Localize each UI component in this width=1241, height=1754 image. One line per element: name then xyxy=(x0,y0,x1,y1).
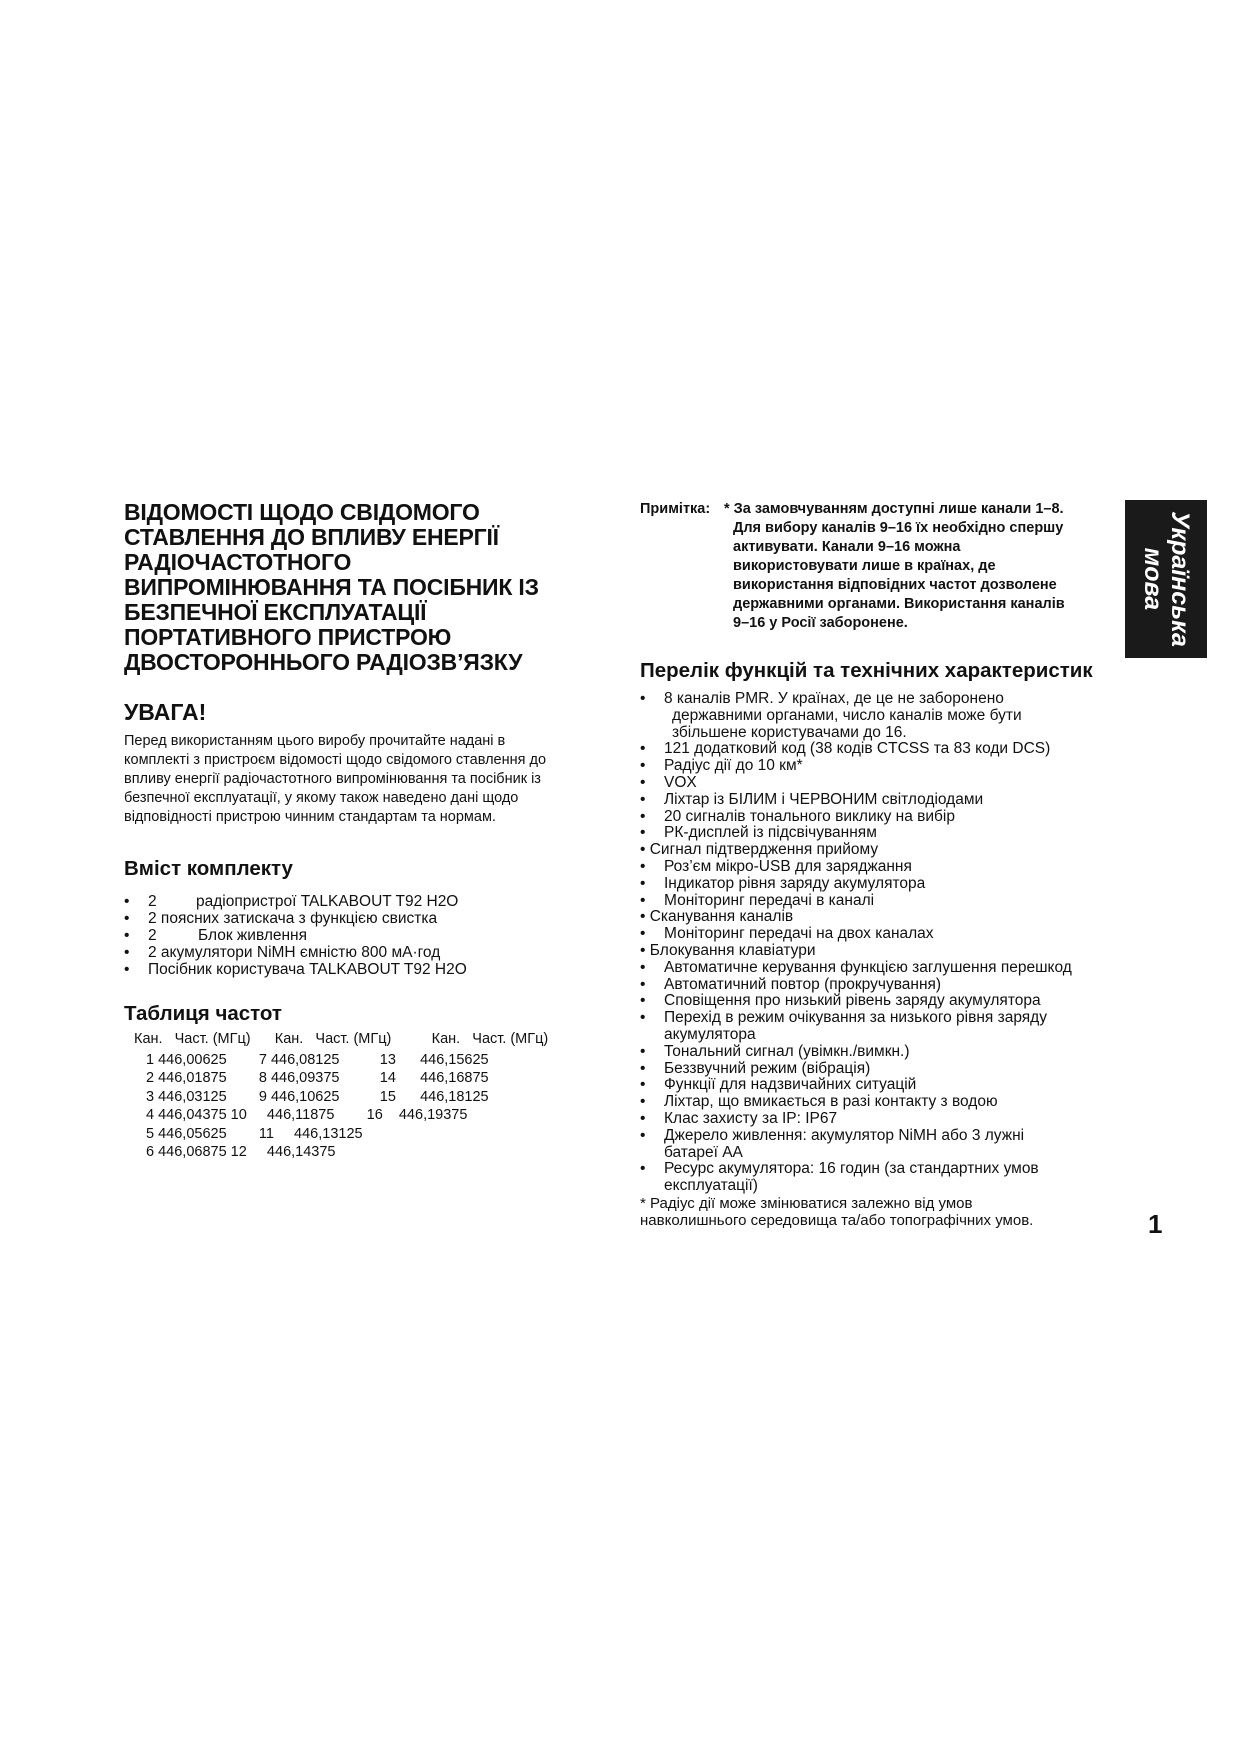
feature-line: Автоматичне керування функцією заглушення перешкод xyxy=(664,958,1072,976)
note-line: 9–16 у Росії заборонене. xyxy=(733,615,908,631)
kit-item xyxy=(124,910,594,927)
note-line: Для вибору каналів 9–16 їх необхідно спершу xyxy=(733,520,1064,536)
kit-text: 2 акумулятори NiMH ємністю 800 мА·год xyxy=(148,944,441,961)
freq-row: 2 446,01875 8 446,09375 14 446,16875 xyxy=(146,1070,489,1086)
feature-item xyxy=(640,909,1110,926)
feature-item xyxy=(640,960,1110,977)
feature-line: Клас захисту за IP: IP67 xyxy=(664,1109,838,1127)
freq-row: 5 446,05625 11 446,13125 xyxy=(146,1125,363,1142)
warning-line: впливу енергії радіочастотного випромінювання та посібник із xyxy=(124,771,541,787)
language-tab-line: мова xyxy=(1139,547,1167,611)
footnote-line: * Радіус дії може змінюватися залежно від умов xyxy=(640,1194,973,1212)
feature-item xyxy=(640,1161,1110,1195)
left-column xyxy=(124,500,594,1162)
bullet: • xyxy=(640,790,646,808)
kit-qty: 2 xyxy=(148,927,157,944)
feature-line: • Сигнал підтвердження прийому xyxy=(640,841,879,859)
feature-line: акумулятора xyxy=(664,1025,756,1043)
kit-item xyxy=(124,944,594,961)
feature-line: Функції для надзвичайних ситуацій xyxy=(664,1076,917,1094)
feature-line: Беззвучний режим (вібрація) xyxy=(664,1059,871,1077)
feature-item xyxy=(640,1010,1110,1044)
frequency-table xyxy=(124,1030,594,1162)
feature-line: державними органами, число каналів може бути xyxy=(672,706,1022,724)
feature-line: • Сканування каналів xyxy=(640,908,794,926)
feature-line: Моніторинг передачі на двох каналах xyxy=(664,925,934,943)
kit-text: Блок живлення xyxy=(198,927,308,944)
feature-line: Ресурс акумулятора: 16 годин (за стандартних умов xyxy=(664,1160,1039,1178)
features-list xyxy=(640,691,1110,1195)
feature-line: збільшене користувачами до 16. xyxy=(672,723,907,741)
feature-line: Радіус дії до 10 км* xyxy=(664,757,803,775)
bullet: • xyxy=(640,1109,646,1127)
freq-row: 1 446,00625 7 446,08125 13 446,15625 xyxy=(146,1051,489,1068)
title-line: ПОРТАТИВНОГО ПРИСТРОЮ xyxy=(124,624,452,650)
feature-item xyxy=(640,809,1110,826)
note-line: використовувати лише в країнах, де xyxy=(733,558,996,574)
kit-text: радіопристрої TALKABOUT T92 H2O xyxy=(196,893,459,910)
bullet: • xyxy=(640,824,646,842)
feature-item xyxy=(640,893,1110,910)
warning-line: Перед використанням цього виробу прочитайте надані в xyxy=(124,733,506,749)
note-block xyxy=(640,500,1110,633)
feature-item xyxy=(640,792,1110,809)
bullet: • xyxy=(640,1042,646,1060)
feature-line: Роз’єм мікро-USB для заряджання xyxy=(664,857,912,875)
feature-line: Індикатор рівня заряду акумулятора xyxy=(664,874,926,892)
feature-item xyxy=(640,1111,1110,1128)
bullet: • xyxy=(124,944,130,961)
right-column xyxy=(640,500,1110,1230)
feature-line: РК-дисплей із підсвічуванням xyxy=(664,824,877,842)
kit-text: 2 поясних затискача з функцією свистка xyxy=(148,910,438,927)
title-line: ВІДОМОСТІ ЩОДО СВІДОМОГО xyxy=(124,499,480,525)
freq-row: 3 446,03125 9 446,10625 15 446,18125 xyxy=(146,1088,489,1105)
note-line: * За замовчуванням доступні лише канали 1–8. xyxy=(724,501,1064,517)
kit-item xyxy=(124,927,594,944)
language-tab-label xyxy=(1139,511,1193,647)
feature-item xyxy=(640,1044,1110,1061)
note-body xyxy=(724,500,1110,633)
warning-text xyxy=(124,732,594,827)
footnote-line: навколишнього середовища та/або топографічних умов. xyxy=(640,1212,1034,1230)
bullet: • xyxy=(640,740,646,758)
bullet: • xyxy=(640,1059,646,1077)
bullet: • xyxy=(640,1126,646,1144)
bullet: • xyxy=(640,1160,646,1178)
kit-qty: 2 xyxy=(148,893,157,910)
bullet: • xyxy=(124,927,130,944)
feature-item xyxy=(640,758,1110,775)
bullet: • xyxy=(640,1093,646,1111)
feature-line: • Блокування клавіатури xyxy=(640,941,816,959)
note-line: активувати. Канали 9–16 можна xyxy=(733,539,961,555)
feature-item xyxy=(640,842,1110,859)
warning-line: комплекті з пристроєм відомості щодо свідомого ставлення до xyxy=(124,752,547,768)
bullet: • xyxy=(124,910,130,927)
freq-row: 4 446,04375 10 446,11875 16 446,19375 xyxy=(146,1107,468,1123)
feature-item xyxy=(640,1077,1110,1094)
bullet: • xyxy=(640,1009,646,1027)
note-label: Примітка: xyxy=(640,501,711,517)
feature-line: Сповіщення про низький рівень заряду акумулятора xyxy=(664,992,1041,1010)
feature-item xyxy=(640,859,1110,876)
bullet: • xyxy=(124,893,130,910)
feature-item xyxy=(640,1128,1110,1162)
kit-text: Посібник користувача TALKABOUT T92 H2O xyxy=(148,961,467,978)
bullet: • xyxy=(124,961,130,978)
freq-header: Кан. Част. (МГц) Кан. Част. (МГц) Кан. Част. (МГц) xyxy=(134,1031,549,1047)
feature-line: батареї AA xyxy=(664,1143,743,1161)
feature-item xyxy=(640,775,1110,792)
feature-item xyxy=(640,691,1110,741)
feature-line: 8 каналів PMR. У країнах, де це не заборонено xyxy=(664,690,1004,707)
feature-line: VOX xyxy=(664,773,697,791)
footnote xyxy=(640,1195,1110,1230)
feature-item xyxy=(640,741,1110,758)
feature-line: Моніторинг передачі в каналі xyxy=(664,891,875,909)
title-line: ВИПРОМІНЮВАННЯ ТА ПОСІБНИК ІЗ xyxy=(124,574,539,600)
bullet: • xyxy=(640,975,646,993)
warning-heading: УВАГА! xyxy=(124,699,207,725)
freq-heading: Таблиця частот xyxy=(124,1002,282,1025)
title-line: БЕЗПЕЧНОЇ ЕКСПЛУАТАЦІЇ xyxy=(124,599,427,625)
feature-line: Ліхтар із БІЛИМ і ЧЕРВОНИМ світлодіодами xyxy=(664,790,984,808)
feature-item xyxy=(640,943,1110,960)
title-line: РАДІОЧАСТОТНОГО xyxy=(124,549,352,575)
kit-heading: Вміст комплекту xyxy=(124,857,293,880)
feature-item xyxy=(640,1061,1110,1078)
freq-row: 6 446,06875 12 446,14375 xyxy=(146,1144,336,1160)
feature-item xyxy=(640,825,1110,842)
bullet: • xyxy=(640,807,646,825)
feature-line: Автоматичний повтор (прокручування) xyxy=(664,975,942,993)
bullet: • xyxy=(640,1076,646,1094)
page-number: 1 xyxy=(1148,1209,1163,1239)
feature-item xyxy=(640,1094,1110,1111)
title-line: ДВОСТОРОННЬОГО РАДІОЗВ’ЯЗКУ xyxy=(124,649,523,675)
warning-line: відповідності пристрою чинним стандартам та нормам. xyxy=(124,809,496,825)
bullet: • xyxy=(640,925,646,943)
warning-line: безпечної експлуатації, у якому також наведено дані щодо xyxy=(124,790,519,806)
feature-item xyxy=(640,993,1110,1010)
kit-list xyxy=(124,893,594,978)
feature-line: Джерело живлення: акумулятор NiMH або 3 лужні xyxy=(664,1126,1025,1144)
note-line: державними органами. Використання каналів xyxy=(733,596,1065,612)
bullet: • xyxy=(640,757,646,775)
feature-line: Перехід в режим очікування за низького рівня заряду xyxy=(664,1009,1047,1027)
bullet: • xyxy=(640,857,646,875)
kit-item xyxy=(124,961,594,978)
bullet: • xyxy=(640,874,646,892)
bullet: • xyxy=(640,891,646,909)
features-heading: Перелік функцій та технічних характеристик xyxy=(640,659,1093,682)
feature-item xyxy=(640,876,1110,893)
feature-line: Ліхтар, що вмикається в разі контакту з водою xyxy=(664,1093,998,1111)
bullet: • xyxy=(640,992,646,1010)
feature-line: Тональний сигнал (увімкн./вимкн.) xyxy=(664,1042,910,1060)
bullet: • xyxy=(640,958,646,976)
bullet: • xyxy=(640,773,646,791)
feature-item xyxy=(640,926,1110,943)
feature-item xyxy=(640,977,1110,994)
title-line: СТАВЛЕННЯ ДО ВПЛИВУ ЕНЕРГІЇ xyxy=(124,524,499,550)
feature-line: 20 сигналів тонального виклику на вибір xyxy=(664,807,955,825)
note-line: використання відповідних частот дозволене xyxy=(733,577,1057,593)
document-title xyxy=(124,500,594,675)
kit-item xyxy=(124,893,594,910)
language-tab xyxy=(1125,500,1207,658)
language-tab-line: Українська xyxy=(1166,511,1194,647)
feature-line: експлуатації) xyxy=(664,1177,758,1195)
feature-line: 121 додатковий код (38 кодів CTCSS та 83 коди DCS) xyxy=(664,740,1051,758)
bullet: • xyxy=(640,690,646,707)
